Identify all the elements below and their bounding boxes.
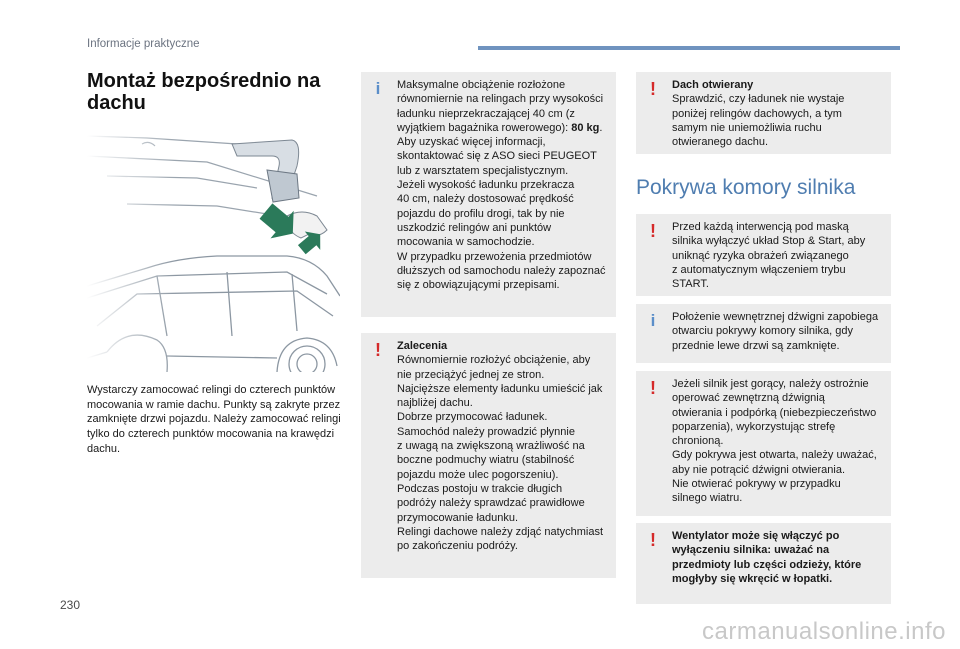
warning-box-fan: ! Wentylator może się włączyć po wyłączeniu silnika: uważać na przedmioty lub części odzieży, które mogłyby się wkręcić w łopatki. (636, 523, 891, 604)
warning-box-recommendations: ! Zalecenia Równomiernie rozłożyć obciążenie, aby nie przeciążyć jednej ze stron. Najcięższe elementy ładunku umieścić jak najbliżej dachu. Dobrze przymocować ładunek. Samochód należy prowadzić płynnie z uwagą na zwiększoną wrażliwość na boczne podmuchy wiatru (stabilność pojazdu może ulec pogorszeniu). Podczas postoju w trakcie długich podróży należy sprawdzać prawidłowe przymocowanie ładunku. Relingi dachowe należy zdjąć natychmiast po zakończeniu podróży. (361, 333, 616, 578)
warning-box-stop-start: ! Przed każdą interwencją pod maską silnika wyłączyć układ Stop & Start, aby uniknąć ryzyka obrażeń związanego z automatycznym włączeniem trybu START. (636, 214, 891, 296)
warning-icon: ! (650, 530, 656, 550)
info-icon: i (650, 311, 656, 330)
section-header: Informacje praktyczne (87, 38, 200, 50)
warning-box-hot-engine: ! Jeżeli silnik jest gorący, należy ostrożnie operować zewnętrzną dźwignią otwierania i podpórką (niebezpieczeństwo poparzenia), wykorzystując strefę chronioną. Gdy pokrywa jest otwarta, należy uważać, aby nie potrącić dźwigni otwierania. Nie otwierać pokrywy w przypadku silnego wiatru. (636, 371, 891, 516)
warning-icon: ! (650, 378, 656, 398)
section-title-roof-mounting: Montaż bezpośrednio na dachu (87, 70, 321, 114)
info-icon: i (375, 79, 381, 98)
info-box-max-load: i Maksymalne obciążenie rozłożone równomiernie na relingach przy wysokości ładunku nieprzekraczającej 40 cm (z wyjątkiem bagażnika rowerowego): 80 kg. Aby uzyskać więcej informacji, skontaktować się z ASO sieci PEUGEOT lub z warsztatem specjalistycznym. Jeżeli wysokość ładunku przekracza 40 cm, należy dostosować prędkość pojazdu do profilu drogi, tak by nie uszkodzić relingów ani punktów mocowania w samochodzie. W przypadku przewożenia przedmiotów dłuższych od samochodu należy zapoznać się z obowiązującymi przepisami. (361, 72, 616, 317)
info-box-internal-lever: i Położenie wewnętrznej dźwigni zapobiega otwarciu pokrywy komory silnika, gdy przednie lewe drzwi są zamknięte. (636, 304, 891, 363)
warning-icon: ! (650, 221, 656, 241)
roof-rail-illustration (87, 126, 340, 372)
header-accent-bar (478, 46, 900, 50)
warning-icon: ! (375, 340, 381, 360)
roof-mounting-paragraph: Wystarczy zamocować relingi do czterech punktów mocowania w ramie dachu. Punkty są zakryte przez zamknięte drzwi pojazdu. Należy zamocować relingi tylko do czterech punktów mocowania na krawędzi dachu. (87, 384, 341, 455)
box-title: Dach otwierany (672, 79, 754, 91)
page-number: 230 (60, 598, 81, 612)
box-title: Zalecenia (397, 340, 448, 352)
warning-box-opening-roof: ! Dach otwierany Sprawdzić, czy ładunek nie wystaje poniżej relingów dachowych, a tym samym nie uniemożliwia ruchu otwieranego dachu. (636, 72, 891, 154)
section-title-engine-bonnet: Pokrywa komory silnika (636, 176, 856, 199)
warning-icon: ! (650, 79, 656, 99)
watermark: carmanualsonline.info (702, 618, 946, 645)
